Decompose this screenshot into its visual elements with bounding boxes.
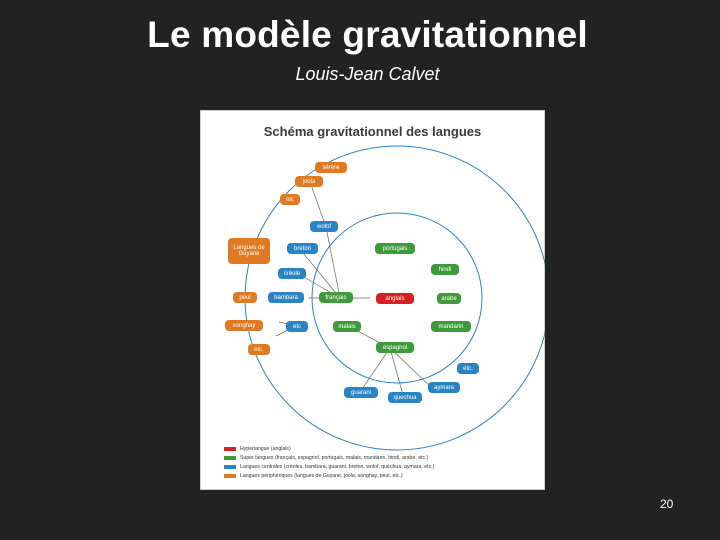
page-number: 20 bbox=[660, 497, 674, 511]
node-espagnol: espagnol bbox=[376, 342, 414, 353]
node-hindi: hindi bbox=[431, 264, 459, 275]
gravitational-schema-figure bbox=[200, 110, 545, 490]
legend-text-hyper: Hyperlangue (anglais) bbox=[240, 446, 291, 452]
node-francais: français bbox=[319, 292, 353, 303]
node-portugais: portugais bbox=[375, 243, 415, 254]
figure-title: Schéma gravitationnel des langues bbox=[263, 124, 482, 139]
node-bambara: bambara bbox=[268, 292, 304, 303]
node-creole: créole bbox=[278, 268, 306, 279]
legend-swatch-hyper bbox=[224, 447, 236, 451]
slide-title: Le modèle gravitationnel bbox=[147, 14, 588, 55]
legend-text-central: Langues centrales (créoles, bambara, guarani, breton, wolof, quéchua, aymara, etc.) bbox=[240, 464, 435, 470]
node-wolof: wolof bbox=[310, 221, 338, 232]
legend-central bbox=[224, 464, 434, 470]
legend-swatch-super bbox=[224, 456, 236, 460]
legend-swatch-central bbox=[224, 465, 236, 469]
slide-subtitle: Louis-Jean Calvet bbox=[295, 64, 440, 84]
legend-swatch-peripheral bbox=[224, 474, 236, 478]
node-mandarin: mandarin bbox=[431, 321, 471, 332]
node-serere: sérère bbox=[315, 162, 347, 173]
node-etc-peri-top: etc bbox=[280, 194, 300, 205]
node-etc-peri-left: etc. bbox=[248, 344, 270, 355]
legend-text-super: Super langues (français, espagnol, portugais, malais, mandarin, hindi, arabe, etc.) bbox=[240, 455, 429, 461]
node-quechua: quechua bbox=[388, 392, 422, 403]
node-anglais: anglais bbox=[376, 293, 414, 304]
legend-text-peripheral: Langues périphériques (langues de Guyane, joola, songhay, peul, etc.) bbox=[240, 473, 403, 479]
node-breton: breton bbox=[287, 243, 318, 254]
legend-super bbox=[224, 455, 428, 461]
node-aymara: aymara bbox=[428, 382, 460, 393]
node-guarani: guarani bbox=[344, 387, 378, 398]
node-etc-central-right: etc. bbox=[457, 363, 479, 374]
legend-peripheral bbox=[224, 473, 403, 479]
node-peul: peul bbox=[233, 292, 257, 303]
node-etc-central-left: etc bbox=[286, 321, 308, 332]
node-joola: joola bbox=[295, 176, 323, 187]
node-langues-guyane: Langues de Guyane bbox=[228, 238, 270, 264]
node-songhay: songhay bbox=[225, 320, 263, 331]
legend-hyper bbox=[224, 446, 291, 452]
node-malais: malais bbox=[333, 321, 361, 332]
node-arabe: arabe bbox=[437, 293, 461, 304]
